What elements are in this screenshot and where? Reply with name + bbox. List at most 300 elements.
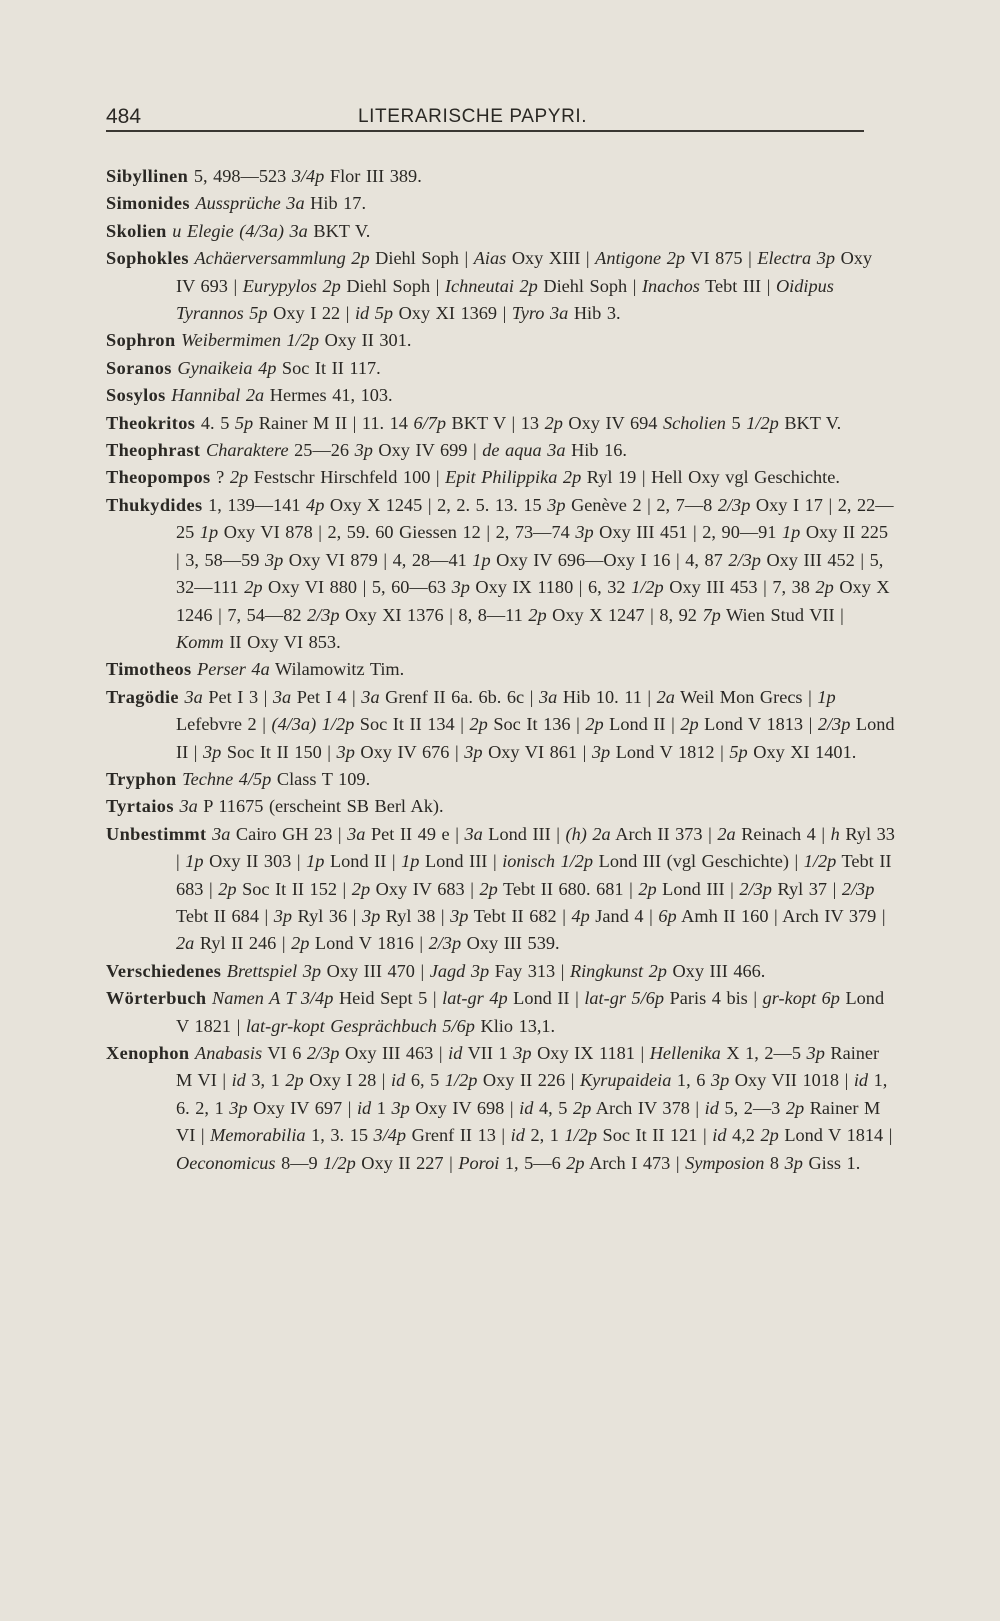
entry-headword: Simonides bbox=[106, 193, 190, 214]
entry-text-segment: Oxy III 452 | 5, 32—111 bbox=[176, 549, 884, 598]
entry-text-segment: Tebt II 683 | bbox=[176, 851, 892, 899]
entry-italic-segment: Symposion bbox=[685, 1152, 765, 1173]
entry-italic-segment: 1p bbox=[472, 549, 491, 570]
entry-text-segment: Tebt II 680. 681 | bbox=[497, 878, 639, 899]
entry-text-segment: 1, 5—6 bbox=[499, 1152, 567, 1173]
entry-italic-segment: id bbox=[391, 1070, 406, 1091]
entry-text-segment: Class T 109. bbox=[271, 768, 371, 789]
entry-text-segment: II Oxy VI 853. bbox=[223, 631, 341, 652]
entry-headword: Skolien bbox=[106, 220, 167, 241]
entry-italic-segment: 2/3p bbox=[817, 714, 851, 735]
entry-italic-segment: 2p bbox=[815, 577, 834, 598]
entry-italic-segment: id bbox=[519, 1097, 534, 1118]
entry-italic-segment: id bbox=[704, 1097, 719, 1118]
entry-italic-segment: 1/2p bbox=[631, 577, 664, 598]
index-entry bbox=[106, 464, 896, 491]
entry-italic-segment: id bbox=[853, 1070, 869, 1091]
entry-italic-segment: 5p bbox=[729, 741, 748, 762]
entry-italic-segment: 3p bbox=[451, 577, 470, 598]
entry-italic-segment: 2p bbox=[572, 1097, 592, 1118]
entry-text-segment: Oxy X 1247 | 8, 92 bbox=[546, 604, 703, 625]
entry-text-segment: Tebt II 684 | bbox=[176, 905, 274, 926]
entry-text-segment: Soc It II 134 | bbox=[354, 714, 470, 735]
entry-italic-segment: Oeconomicus bbox=[176, 1152, 276, 1173]
entry-text-segment: Oxy III 466. bbox=[666, 960, 766, 981]
entry-italic-segment: 2p bbox=[469, 714, 488, 735]
entry-italic-segment: 3p bbox=[273, 905, 293, 926]
entry-italic-segment: id bbox=[712, 1125, 727, 1146]
entry-italic-segment: Antigone 2p bbox=[595, 248, 686, 269]
entry-italic-segment: 3/4p bbox=[291, 166, 325, 186]
index-entry bbox=[106, 355, 896, 382]
entry-text-segment: 1, 139—141 bbox=[208, 494, 307, 515]
entry-italic-segment: Aias bbox=[473, 248, 507, 269]
entry-italic-segment: 2/3p bbox=[739, 878, 772, 899]
entry-text-segment: Lond II | bbox=[603, 714, 681, 735]
entry-text-segment: Oxy I 22 | bbox=[267, 303, 355, 324]
entry-text-segment: Oxy II 303 | bbox=[203, 851, 307, 872]
index-entry bbox=[106, 793, 896, 820]
entry-italic-segment: Oidipus Tyrannos 5p bbox=[176, 275, 834, 324]
entry-italic-segment: gr-kopt 6p bbox=[762, 988, 840, 1009]
entry-italic-segment: Achäerversammlung 2p bbox=[194, 248, 370, 269]
entry-italic-segment: 3a bbox=[538, 686, 558, 707]
entry-italic-segment: Tyro 3a bbox=[511, 303, 569, 324]
entry-text-segment: Oxy III 453 | 7, 38 bbox=[663, 577, 816, 598]
entry-italic-segment: 3p bbox=[202, 741, 222, 762]
index-entry bbox=[106, 985, 896, 1040]
index-entry bbox=[106, 766, 896, 793]
entry-headword: Theokritos bbox=[106, 412, 196, 433]
entry-text-segment: Oxy IV 696—Oxy I 16 | 4, 87 bbox=[490, 549, 729, 570]
entry-italic-segment: Hannibal 2a bbox=[171, 385, 265, 406]
entry-text-segment: Oxy XI 1376 | 8, 8—11 bbox=[339, 604, 529, 625]
entry-text-segment: VII 1 bbox=[462, 1043, 514, 1063]
running-title: LITERARISCHE PAPYRI. bbox=[358, 106, 588, 127]
entry-italic-segment: 3p bbox=[591, 741, 611, 762]
entry-text-segment: Oxy II 225 | 3, 58—59 bbox=[176, 522, 889, 570]
entry-italic-segment: 1p bbox=[306, 851, 325, 872]
entry-text-segment: Hib 16. bbox=[565, 440, 627, 461]
entry-text-segment: Heid Sept 5 | bbox=[333, 988, 443, 1009]
index-entry bbox=[106, 656, 896, 683]
entry-italic-segment: 2a bbox=[656, 686, 675, 707]
entry-italic-segment: (h) 2a bbox=[565, 823, 611, 844]
entry-italic-segment: 6/7p bbox=[413, 412, 446, 433]
entry-text-segment: 4. 5 bbox=[200, 412, 235, 433]
entry-text-segment: Lond III | bbox=[419, 851, 503, 872]
entry-italic-segment: Perser 4a bbox=[197, 659, 270, 680]
entry-italic-segment: 2/3p bbox=[307, 604, 340, 625]
entry-text-segment: Oxy II 227 | bbox=[355, 1152, 459, 1173]
entry-italic-segment: 1p bbox=[199, 522, 219, 543]
entry-italic-segment: 3p bbox=[229, 1097, 248, 1118]
entry-text-segment: Klio 13,1. bbox=[474, 1015, 556, 1036]
entry-text-segment: VI 6 bbox=[262, 1043, 307, 1063]
entry-text-segment: 8—9 bbox=[275, 1152, 324, 1173]
entry-text-segment: Oxy IX 1181 | bbox=[531, 1043, 650, 1063]
entry-italic-segment: 7p bbox=[702, 604, 721, 625]
entry-text-segment: Ryl II 246 | bbox=[194, 933, 292, 954]
entry-headword: Theopompos bbox=[106, 467, 211, 488]
index-entry bbox=[106, 410, 896, 437]
entry-text-segment: 1, 3. 15 bbox=[305, 1125, 374, 1146]
entry-text-segment: Oxy IV 683 | bbox=[370, 878, 480, 899]
index-entry bbox=[106, 245, 896, 327]
entry-italic-segment: lat-gr 5/6p bbox=[584, 988, 665, 1009]
entry-italic-segment: 3a bbox=[184, 686, 203, 707]
entry-italic-segment: Techne 4/5p bbox=[182, 768, 272, 789]
entry-text-segment: Oxy VI 878 | 2, 59. 60 Giessen 12 | 2, 73—74 bbox=[218, 522, 576, 543]
entry-text-segment: Oxy XI 1369 | bbox=[393, 303, 512, 324]
entry-text-segment: Reinach 4 | bbox=[735, 823, 831, 844]
entry-headword: Timotheos bbox=[106, 659, 192, 680]
entry-text-segment: Wien Stud VII | bbox=[720, 604, 844, 625]
entry-text-segment: 2, 1 bbox=[524, 1125, 565, 1146]
entry-italic-segment: 2p bbox=[218, 878, 237, 899]
entry-italic-segment: Scholien bbox=[663, 412, 726, 433]
entry-italic-segment: 5p bbox=[234, 412, 254, 433]
entry-text-segment: Soc It 136 | bbox=[487, 714, 586, 735]
entry-text-segment: Oxy IV 693 | bbox=[176, 248, 873, 296]
entry-italic-segment: 3p bbox=[547, 494, 566, 515]
entry-text-segment: Ryl 37 | bbox=[771, 878, 842, 899]
index-entry bbox=[106, 1040, 896, 1177]
entry-italic-segment: 3p bbox=[264, 549, 284, 570]
entry-text-segment: Amh II 160 | Arch IV 379 | bbox=[676, 905, 886, 926]
entry-text-segment: Lefebvre 2 | bbox=[176, 714, 272, 735]
entry-text-segment: Rainer M VI | bbox=[176, 1043, 880, 1091]
index-entry bbox=[106, 821, 896, 958]
entry-italic-segment: 3a bbox=[272, 686, 292, 707]
index-entry bbox=[106, 382, 896, 409]
entry-text-segment: 3, 1 bbox=[245, 1070, 286, 1091]
entry-headword: Sosylos bbox=[106, 385, 166, 406]
entry-headword: Thukydides bbox=[106, 494, 203, 515]
entry-headword: Soranos bbox=[106, 357, 172, 378]
entry-italic-segment: 3p bbox=[806, 1043, 825, 1063]
page-number: 484 bbox=[106, 105, 142, 128]
entry-text-segment: Arch IV 378 | bbox=[591, 1097, 705, 1118]
entry-text-segment: Oxy I 17 | 2, 22—25 bbox=[176, 494, 894, 543]
entry-headword: Unbestimmt bbox=[106, 823, 207, 844]
entry-italic-segment: 2p bbox=[544, 412, 563, 433]
entry-italic-segment: 2p bbox=[638, 878, 657, 899]
entry-text-segment: Pet II 49 e | bbox=[365, 823, 465, 844]
entry-italic-segment: Ringkunst 2p bbox=[569, 960, 667, 981]
entry-italic-segment: 3p bbox=[575, 522, 594, 543]
entry-italic-segment: 1p bbox=[401, 851, 420, 872]
entry-text-segment: Ryl 38 | bbox=[380, 905, 451, 926]
entry-text-segment: 5, 498—523 bbox=[193, 166, 292, 186]
entry-italic-segment: 3p bbox=[710, 1070, 730, 1091]
entry-italic-segment: Brettspiel 3p bbox=[226, 960, 322, 981]
entry-italic-segment: 1/2p bbox=[803, 851, 837, 872]
entry-italic-segment: 1/2p bbox=[746, 412, 779, 433]
entry-italic-segment: 2p bbox=[785, 1097, 805, 1118]
entry-text-segment: Hermes 41, 103. bbox=[264, 385, 393, 406]
entry-text-segment: Oxy IV 697 | bbox=[247, 1097, 357, 1118]
entry-text-segment: Hib 10. 11 | bbox=[557, 686, 657, 707]
entry-italic-segment: id bbox=[231, 1070, 246, 1091]
entry-text-segment: Oxy IV 698 | bbox=[409, 1097, 520, 1118]
entry-italic-segment: 1/2p bbox=[564, 1125, 597, 1146]
entry-text-segment: P 11675 (erscheint SB Berl Ak). bbox=[197, 796, 444, 817]
entry-text-segment: Lond III (vgl Geschichte) | bbox=[593, 851, 804, 872]
entry-text-segment: 25—26 bbox=[288, 440, 355, 461]
index-entry bbox=[106, 492, 896, 656]
entry-text-segment: VI 875 | bbox=[685, 248, 758, 269]
entry-text-segment: Giss 1. bbox=[802, 1152, 861, 1173]
entry-text-segment: Oxy II 301. bbox=[319, 330, 412, 351]
entry-text-segment: Oxy I 28 | bbox=[303, 1070, 392, 1091]
entry-headword: Sophron bbox=[106, 330, 176, 351]
entry-text-segment: Grenf II 13 | bbox=[406, 1125, 511, 1146]
index-entry bbox=[106, 190, 896, 217]
entry-italic-segment: 4p bbox=[306, 494, 325, 515]
entry-text-segment: 1 bbox=[371, 1097, 392, 1118]
entry-text-segment: Cairo GH 23 | bbox=[230, 823, 348, 844]
entry-italic-segment: 2p bbox=[244, 577, 263, 598]
entry-italic-segment: Ichneutai 2p bbox=[444, 275, 538, 296]
entry-text-segment: Soc It II 121 | bbox=[596, 1125, 713, 1146]
entry-headword: Xenophon bbox=[106, 1043, 190, 1063]
entry-italic-segment: 2a bbox=[176, 933, 195, 954]
entry-italic-segment: 2/3p bbox=[306, 1043, 340, 1063]
entry-italic-segment: Epit Philippika 2p bbox=[445, 467, 582, 488]
entry-text-segment: Hib 3. bbox=[568, 303, 621, 324]
entry-text-segment: Lond V 1821 | bbox=[176, 988, 885, 1036]
entry-text-segment: Soc It II 152 | bbox=[236, 878, 352, 899]
entry-italic-segment: Weibermimen 1/2p bbox=[181, 330, 320, 351]
entry-text-segment: Pet I 4 | bbox=[291, 686, 362, 707]
entry-italic-segment: 1/2p bbox=[444, 1070, 478, 1091]
entry-italic-segment: 2p bbox=[680, 714, 699, 735]
entry-italic-segment: 4p bbox=[571, 905, 590, 926]
entry-italic-segment: id 5p bbox=[354, 303, 394, 324]
entry-text-segment: X 1, 2—5 bbox=[720, 1043, 807, 1063]
entry-text-segment: Arch II 373 | bbox=[610, 823, 718, 844]
index-entry bbox=[106, 684, 896, 766]
entry-text-segment: Oxy VI 861 | bbox=[482, 741, 592, 762]
entry-text-segment: Oxy X 1246 | 7, 54—82 bbox=[176, 577, 890, 625]
entry-italic-segment: Inachos bbox=[641, 275, 700, 296]
entry-text-segment: Rainer M II | 11. 14 bbox=[253, 412, 414, 433]
entry-text-segment: Lond V 1813 | bbox=[698, 714, 818, 735]
entry-headword: Verschiedenes bbox=[106, 960, 222, 981]
entry-text-segment: Wilamowitz Tim. bbox=[269, 659, 405, 680]
entry-text-segment: Oxy IV 699 | bbox=[372, 440, 483, 461]
entry-italic-segment: Charaktere bbox=[206, 440, 289, 461]
entry-text-segment: Paris 4 bis | bbox=[664, 988, 763, 1009]
entry-text-segment: Soc It II 150 | bbox=[221, 741, 337, 762]
entry-text-segment: Diehl Soph | bbox=[340, 275, 445, 296]
entry-text-segment: Jand 4 | bbox=[589, 905, 659, 926]
entry-text-segment: Oxy XIII | bbox=[506, 248, 596, 269]
entry-text-segment: Genève 2 | 2, 7—8 bbox=[565, 494, 718, 515]
entry-italic-segment: Memorabilia bbox=[210, 1125, 306, 1146]
entry-italic-segment: Electra 3p bbox=[757, 248, 836, 269]
entry-italic-segment: Hellenika bbox=[649, 1043, 721, 1063]
entry-italic-segment: 1p bbox=[781, 522, 801, 543]
entry-italic-segment: de aqua 3a bbox=[482, 440, 566, 461]
entry-italic-segment: 2/3p bbox=[717, 494, 751, 515]
entry-text-segment: Lond II | bbox=[176, 714, 895, 762]
entry-text-segment: 4, 5 bbox=[533, 1097, 573, 1118]
entry-italic-segment: 2p bbox=[351, 878, 371, 899]
entry-text-segment: BKT V. bbox=[307, 220, 371, 241]
entry-headword: Sibyllinen bbox=[106, 166, 189, 186]
entry-italic-segment: Aussprüche 3a bbox=[195, 193, 305, 214]
entry-italic-segment: 2p bbox=[760, 1125, 779, 1146]
entry-italic-segment: 3p bbox=[336, 741, 355, 762]
index-entry bbox=[106, 163, 896, 190]
entry-text-segment: 5, 2—3 bbox=[718, 1097, 786, 1118]
entry-italic-segment: 2p bbox=[291, 933, 310, 954]
entry-text-segment: Rainer M VI | bbox=[176, 1097, 881, 1146]
entry-italic-segment: 3p bbox=[354, 440, 373, 461]
entry-text-segment: Lond III | bbox=[656, 878, 740, 899]
entry-text-segment: Hib 17. bbox=[304, 193, 367, 214]
entry-text-segment: Diehl Soph | bbox=[369, 248, 474, 269]
index-entry bbox=[106, 437, 896, 464]
entry-text-segment: Oxy XI 1401. bbox=[747, 741, 857, 762]
entry-text-segment: Tebt III | bbox=[699, 275, 776, 296]
entry-italic-segment: 3a bbox=[464, 823, 483, 844]
entry-italic-segment: 3p bbox=[391, 1097, 410, 1118]
entry-text-segment: Soc It II 117. bbox=[276, 357, 381, 378]
entry-italic-segment: 3a bbox=[179, 796, 198, 817]
entry-text-segment: Flor III 389. bbox=[324, 166, 422, 186]
entry-italic-segment: 2/3p bbox=[728, 549, 761, 570]
entry-italic-segment: 1p bbox=[185, 851, 204, 872]
entry-text-segment: Oxy III 470 | bbox=[321, 960, 430, 981]
entry-italic-segment: (4/3a) 1/2p bbox=[271, 714, 355, 735]
entry-italic-segment: 2p bbox=[585, 714, 604, 735]
entry-headword: Tyrtaios bbox=[106, 796, 174, 817]
entry-italic-segment: id bbox=[448, 1043, 463, 1063]
entry-italic-segment: 2/3p bbox=[841, 878, 875, 899]
entry-text-segment: Oxy IX 1180 | 6, 32 bbox=[469, 577, 632, 598]
index-entry bbox=[106, 327, 896, 354]
entry-text-segment: Oxy IV 694 bbox=[562, 412, 663, 433]
entry-text-segment: BKT V. bbox=[778, 412, 842, 433]
entry-italic-segment: 3a bbox=[212, 823, 231, 844]
entry-italic-segment: u Elegie (4/3a) 3a bbox=[172, 220, 308, 241]
entry-text-segment: 5 bbox=[725, 412, 747, 433]
entry-italic-segment: 3p bbox=[450, 905, 469, 926]
entry-italic-segment: Eurypylos 2p bbox=[242, 275, 341, 296]
entry-italic-segment: h bbox=[830, 823, 840, 844]
entry-text-segment: Pet I 3 | bbox=[202, 686, 273, 707]
entry-italic-segment: ionisch 1/2p bbox=[502, 851, 594, 872]
entry-text-segment: Oxy IV 676 | bbox=[354, 741, 465, 762]
entry-text-segment: 1, 6. 2, 1 bbox=[176, 1070, 888, 1118]
index-entries bbox=[106, 163, 896, 1177]
entry-italic-segment: 3a bbox=[347, 823, 366, 844]
entry-text-segment: Lond II | bbox=[324, 851, 402, 872]
entry-text-segment: Lond V 1812 | bbox=[610, 741, 730, 762]
entry-text-segment: Lond III | bbox=[482, 823, 566, 844]
entry-text-segment: Weil Mon Grecs | bbox=[674, 686, 818, 707]
entry-text-segment: Oxy III 451 | 2, 90—91 bbox=[593, 522, 782, 543]
entry-headword: Theophrast bbox=[106, 440, 201, 461]
entry-italic-segment: 2p bbox=[528, 604, 547, 625]
entry-italic-segment: 6p bbox=[658, 905, 677, 926]
entry-text-segment: Ryl 33 | bbox=[176, 823, 895, 872]
entry-text-segment: Grenf II 6a. 6b. 6c | bbox=[379, 686, 539, 707]
entry-text-segment: Diehl Soph | bbox=[537, 275, 642, 296]
entry-italic-segment: lat-gr 4p bbox=[442, 988, 508, 1009]
index-entry bbox=[106, 218, 896, 245]
entry-italic-segment: id bbox=[510, 1125, 525, 1146]
entry-text-segment: Lond V 1816 | bbox=[309, 933, 429, 954]
entry-text-segment: Festschr Hirschfeld 100 | bbox=[248, 467, 446, 488]
entry-italic-segment: 3p bbox=[784, 1152, 803, 1173]
entry-italic-segment: 1p bbox=[817, 686, 836, 707]
entry-headword: Sophokles bbox=[106, 248, 189, 269]
entry-italic-segment: 2p bbox=[479, 878, 498, 899]
entry-headword: Tragödie bbox=[106, 686, 179, 707]
entry-text-segment: 8 bbox=[764, 1152, 785, 1173]
entry-text-segment: Oxy III 539. bbox=[461, 933, 560, 954]
entry-headword: Wörterbuch bbox=[106, 988, 207, 1009]
entry-italic-segment: Kyrupaideia bbox=[579, 1070, 672, 1091]
entry-italic-segment: Anabasis bbox=[195, 1043, 263, 1063]
entry-italic-segment: 1/2p bbox=[323, 1152, 356, 1173]
entry-text-segment: Oxy VI 879 | 4, 28—41 bbox=[283, 549, 473, 570]
index-entry bbox=[106, 958, 896, 985]
entry-text-segment: 1, 6 bbox=[671, 1070, 711, 1091]
entry-text-segment: Oxy VII 1018 | bbox=[729, 1070, 854, 1091]
entry-text-segment: Oxy III 463 | bbox=[339, 1043, 449, 1063]
entry-italic-segment: Komm bbox=[176, 631, 224, 652]
entry-italic-segment: Namen A T 3/4p bbox=[212, 988, 334, 1009]
entry-italic-segment: 2a bbox=[717, 823, 736, 844]
entry-italic-segment: 3p bbox=[513, 1043, 532, 1063]
entry-italic-segment: 2p bbox=[566, 1152, 585, 1173]
entry-text-segment: Oxy II 226 | bbox=[477, 1070, 580, 1091]
entry-italic-segment: 2p bbox=[285, 1070, 304, 1091]
entry-italic-segment: 2p bbox=[229, 467, 249, 488]
page-header bbox=[106, 106, 864, 132]
entry-italic-segment: 3p bbox=[361, 905, 381, 926]
entry-text-segment: Ryl 36 | bbox=[292, 905, 362, 926]
entry-text-segment: Lond V 1814 | bbox=[778, 1125, 893, 1146]
entry-italic-segment: 2/3p bbox=[428, 933, 462, 954]
entry-text-segment: Oxy X 1245 | 2, 2. 5. 13. 15 bbox=[324, 494, 548, 515]
entry-text-segment: Arch I 473 | bbox=[584, 1152, 686, 1173]
entry-text-segment: BKT V | 13 bbox=[445, 412, 545, 433]
entry-italic-segment: Jagd 3p bbox=[429, 960, 490, 981]
entry-headword: Tryphon bbox=[106, 768, 177, 789]
entry-text-segment: ? bbox=[216, 467, 230, 488]
entry-italic-segment: 3/4p bbox=[373, 1125, 407, 1146]
entry-text-segment: 4,2 bbox=[726, 1125, 761, 1146]
entry-italic-segment: 3a bbox=[361, 686, 380, 707]
entry-text-segment: Lond II | bbox=[507, 988, 585, 1009]
entry-italic-segment: 3p bbox=[464, 741, 483, 762]
entry-italic-segment: lat-gr-kopt Gesprächbuch 5/6p bbox=[245, 1015, 475, 1036]
entry-text-segment: Ryl 19 | Hell Oxy vgl Geschichte. bbox=[581, 467, 840, 488]
entry-text-segment: Fay 313 | bbox=[489, 960, 570, 981]
entry-text-segment: Oxy VI 880 | 5, 60—63 bbox=[262, 577, 452, 598]
entry-text-segment: Tebt II 682 | bbox=[468, 905, 572, 926]
entry-text-segment: 6, 5 bbox=[405, 1070, 445, 1091]
entry-italic-segment: Poroi bbox=[458, 1152, 500, 1173]
entry-italic-segment: Gynaikeia 4p bbox=[177, 357, 277, 378]
entry-italic-segment: id bbox=[356, 1097, 372, 1118]
